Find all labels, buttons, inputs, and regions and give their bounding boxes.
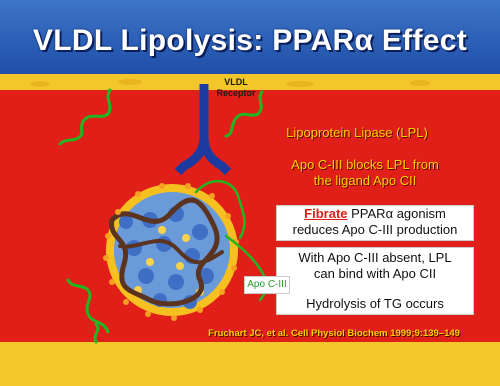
- vldl-particle-icon: [103, 183, 239, 321]
- citation: Fruchart JC, et al. Cell Physiol Biochem 1999;9:139–149: [208, 328, 460, 339]
- apoc3-blocks-line2: the ligand Apo CII: [313, 173, 417, 188]
- slide-title: VLDL Lipolysis: PPARα Effect: [32, 24, 468, 57]
- fibrate-line1: [277, 206, 473, 222]
- apoc3-blocks-label: [270, 157, 460, 189]
- lpl-squiggle-icon-3: [68, 280, 108, 332]
- hydrolysis-line: Hydrolysis of TG occurs: [306, 296, 444, 311]
- apoc3-blocks-line1: Apo C-III blocks LPL from: [291, 157, 439, 172]
- apoc3-absent-box: [276, 247, 474, 315]
- fibrate-line2: reduces Apo C-III production: [292, 222, 458, 237]
- lpl-squiggle-icon-1: [60, 90, 110, 144]
- vldl-receptor-label: [196, 77, 276, 99]
- absent-line2: can bind with Apo CII: [313, 266, 437, 281]
- apo-c3-tag: Apo C-III: [244, 276, 290, 294]
- lpl-squiggle-icon-4: [95, 324, 98, 342]
- fibrate-rest: PPARα agonism: [347, 206, 446, 221]
- fibrate-word: Fibrate: [304, 206, 348, 221]
- lpl-label: Lipoprotein Lipase (LPL): [286, 125, 428, 140]
- vldl-receptor-line1: VLDL: [224, 77, 248, 87]
- vldl-receptor-line2: Receptor: [216, 88, 256, 98]
- absent-line1: With Apo C-III absent, LPL: [298, 250, 452, 265]
- fibrate-box: [276, 205, 474, 241]
